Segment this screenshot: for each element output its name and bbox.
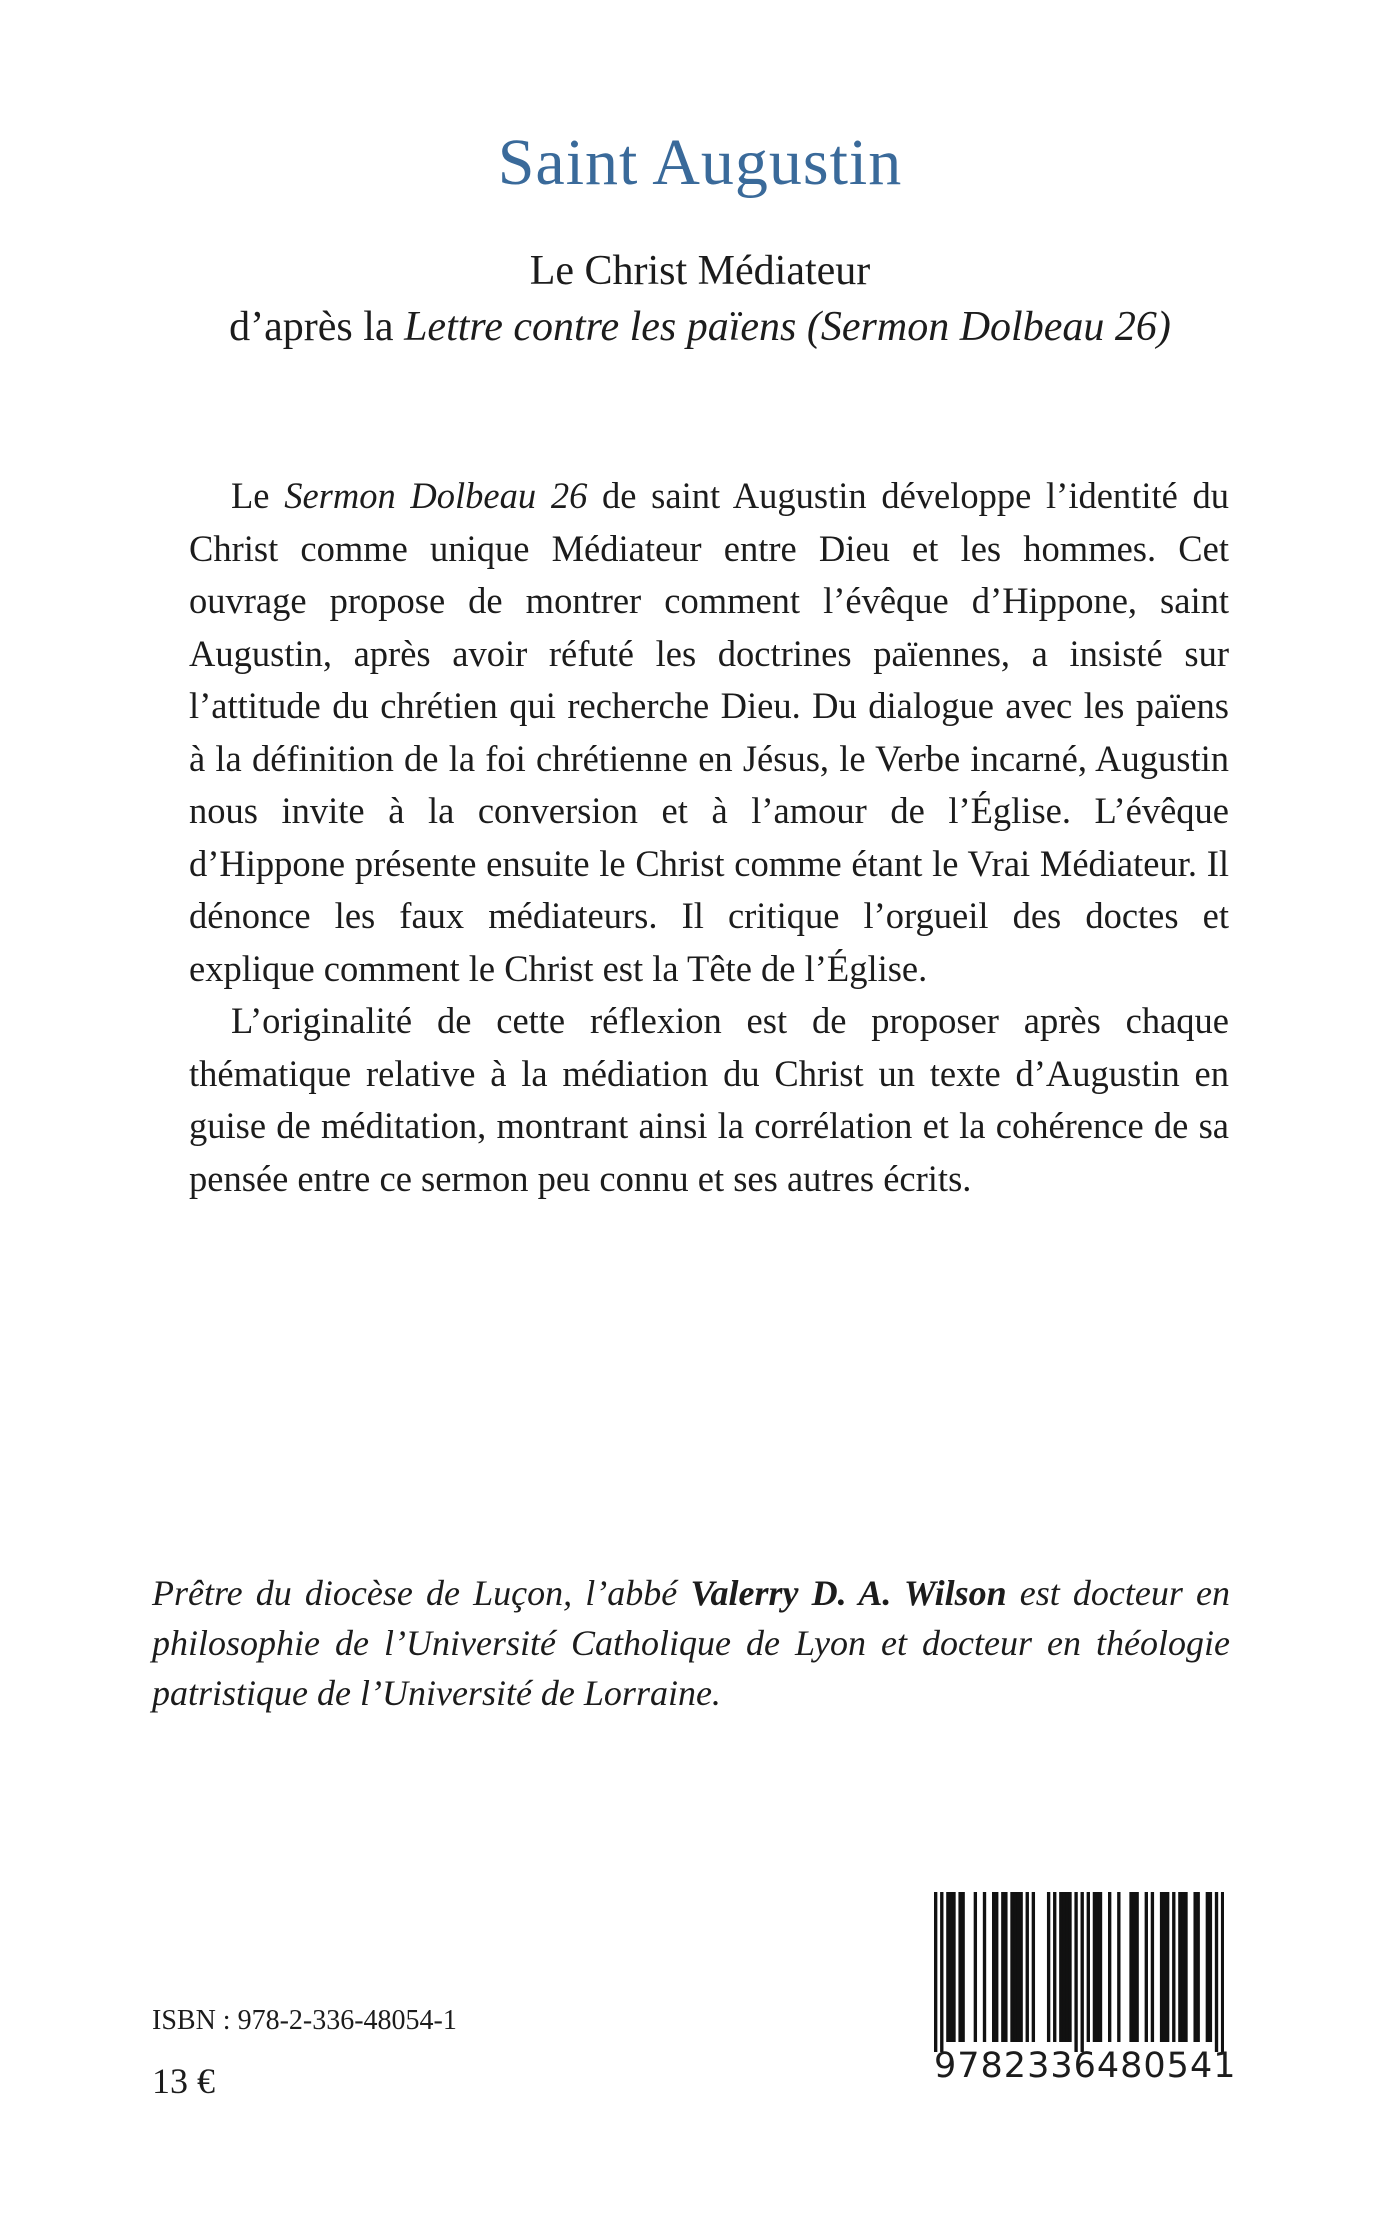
barcode-bar — [952, 1892, 955, 2042]
barcode-bar — [1074, 1892, 1077, 2052]
isbn-label: ISBN : 978-2-336-48054-1 — [152, 2005, 457, 2036]
barcode-bar — [1151, 1892, 1154, 2042]
author-bio-rest: est docteur en philosophie de l’Université Catholique de Lyon et docteur en théologie patristique de l’Université de Lorraine. — [152, 1573, 1231, 1713]
barcode-bar — [1209, 1892, 1212, 2042]
barcode-bar — [1215, 1892, 1218, 2052]
barcode-bar — [1184, 1892, 1187, 2042]
barcode-bar — [1026, 1892, 1029, 2042]
barcode-bar — [974, 1892, 977, 2042]
barcode-bar — [1163, 1892, 1166, 2042]
barcode-bar — [1016, 1892, 1019, 2042]
paragraph-1-italic: Sermon Dolbeau 26 — [284, 475, 588, 516]
book-subtitle: Le Christ Médiateur — [529, 248, 871, 294]
barcode-bar — [1145, 1892, 1148, 2042]
barcode-bar — [1013, 1892, 1016, 2042]
barcode-bar — [1132, 1892, 1135, 2042]
barcode-bar — [1047, 1892, 1050, 2042]
barcode-bar — [949, 1892, 952, 2042]
barcode-bar — [946, 1892, 949, 2042]
summary-paragraph-1 — [189, 470, 1229, 995]
barcode-bar — [1053, 1892, 1056, 2042]
barcode-digits: 9782336480541 — [934, 2046, 1237, 2086]
barcode-bar — [940, 1892, 943, 2052]
book-subtitle-source — [0, 302, 1400, 352]
author-name: Valerry D. A. Wilson — [690, 1573, 1007, 1613]
summary-text — [189, 470, 1229, 1205]
barcode-bar — [1099, 1892, 1102, 2042]
paragraph-1-prefix: Le — [231, 475, 285, 516]
barcode — [934, 1892, 1237, 2100]
barcode-bar — [1197, 1892, 1200, 2042]
barcode-bar — [1019, 1892, 1022, 2042]
barcode-bar — [1065, 1892, 1068, 2042]
barcode-bar — [1087, 1892, 1090, 2042]
barcode-bar — [983, 1892, 986, 2042]
barcode-bar — [934, 1892, 937, 2052]
barcode-bar — [995, 1892, 998, 2042]
barcode-bar — [1135, 1892, 1138, 2042]
barcode-bar — [992, 1892, 995, 2042]
barcode-bar — [1059, 1892, 1062, 2042]
barcode-bar — [1068, 1892, 1071, 2042]
author-bio — [152, 1568, 1230, 1718]
barcode-bar — [1108, 1892, 1111, 2042]
book-title: Saint Augustin — [497, 126, 903, 199]
paragraph-1-rest: de saint Augustin développe l’identité du Christ comme unique Médiateur entre Dieu et les hommes. Cet ouvrage propose de montrer comment l’évêque d’Hippone, saint Augustin, après avoir réfuté les doctrines païennes, a insisté sur l’attitude du chrétien qui recherche Dieu. Du dialogue avec les païens à la définition de la foi chrétienne en Jésus, le Verbe incarné, Augustin nous invite à la conversion et à l’amour de l’Église. L’évêque d’Hippone présente ensuite le Christ comme étant le Vrai Médiateur. Il dénonce les faux médiateurs. Il critique l’orgueil des doctes et explique comment le Christ est la Tête de l’Église. — [189, 475, 1229, 989]
barcode-bar — [1062, 1892, 1065, 2042]
price-label: 13 € — [152, 2061, 215, 2101]
barcode-bar — [1096, 1892, 1099, 2042]
barcode-bar — [1032, 1892, 1035, 2042]
author-bio-prefix: Prêtre du diocèse de Luçon, l’abbé — [152, 1573, 691, 1613]
barcode-bar — [1004, 1892, 1007, 2042]
barcode-bar — [1093, 1892, 1096, 2042]
barcode-bar — [1010, 1892, 1013, 2042]
barcode-bar — [1081, 1892, 1084, 2052]
subtitle-source-title: Lettre contre les païens (Sermon Dolbeau 26) — [404, 304, 1171, 350]
summary-paragraph-2: L’originalité de cette réflexion est de proposer après chaque thématique relative à la médiation du Christ un texte d’Augustin en guise de méditation, montrant ainsi la corrélation et la cohérence de sa pensée entre ce sermon peu connu et ses autres écrits. — [189, 1000, 1229, 1199]
barcode-bar — [1117, 1892, 1120, 2042]
barcode-bar — [1160, 1892, 1163, 2042]
subtitle-source-prefix: d’après la — [229, 304, 405, 350]
barcode-bar — [1178, 1892, 1181, 2042]
barcode-bar — [958, 1892, 961, 2042]
barcode-bar — [1166, 1892, 1169, 2042]
barcode-bar — [1193, 1892, 1196, 2042]
barcode-bar — [1129, 1892, 1132, 2042]
barcode-bar — [1181, 1892, 1184, 2042]
barcode-bar — [1001, 1892, 1004, 2042]
barcode-bar — [961, 1892, 964, 2042]
barcode-bar — [1206, 1892, 1209, 2042]
barcode-bar — [1172, 1892, 1175, 2042]
barcode-bar — [1221, 1892, 1224, 2052]
